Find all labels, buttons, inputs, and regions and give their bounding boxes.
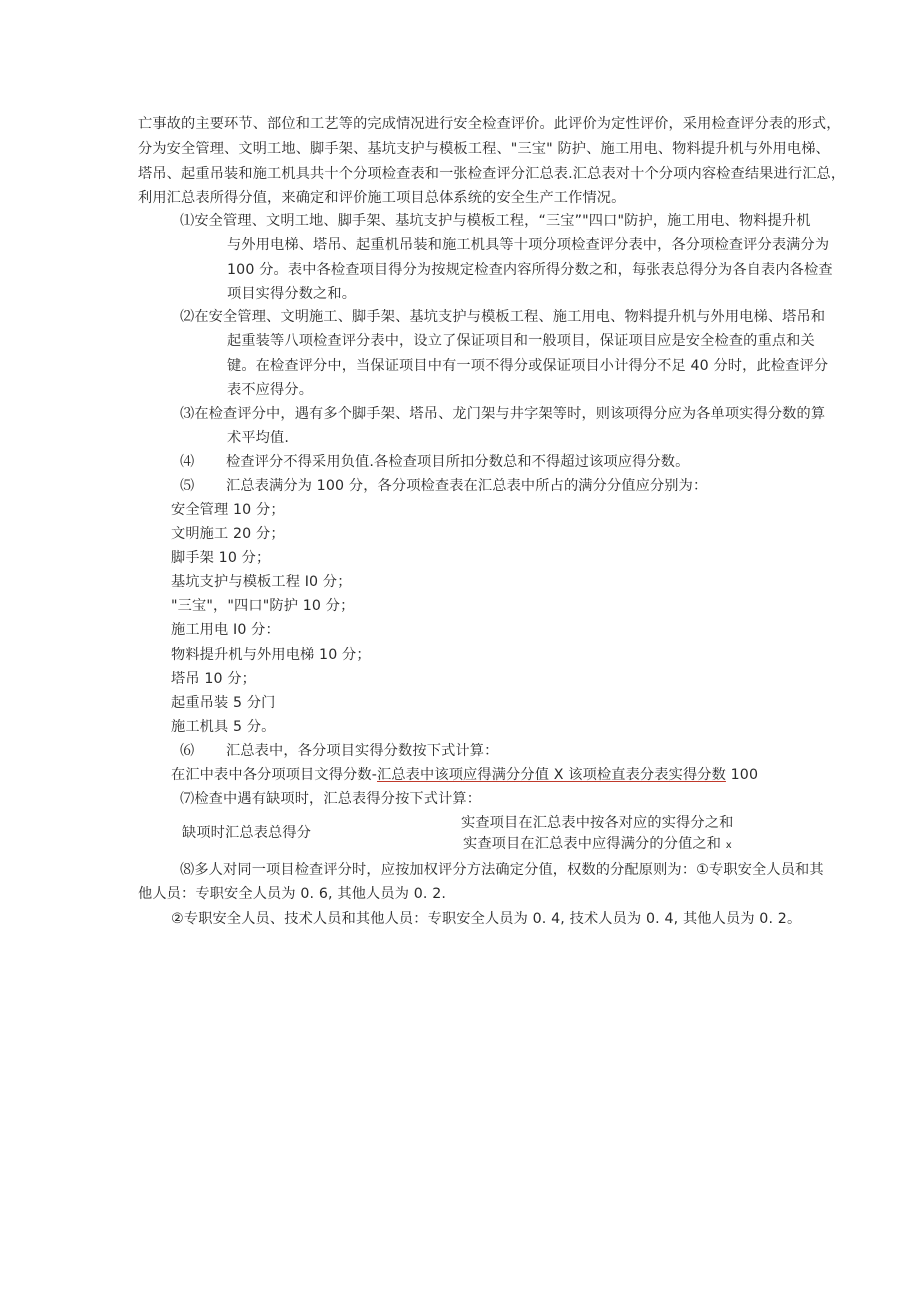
item-text: 与外用电梯、塔吊、起重机吊装和施工机具等十项分项检查评分表中，各分项检查评分表满分为	[227, 237, 830, 253]
item-text: 100 分。表中各检查项目得分为按规定检查内容所得分数之和，每张表总得分为各自表内各检查	[227, 262, 833, 278]
formula-denominator: 实查项目在汇总表中应得满分的分值之和	[463, 836, 722, 852]
item-number: ⑺	[180, 791, 195, 807]
formula-prefix: 在汇中表中各分项项目文得分数-	[171, 767, 377, 783]
intro-line: 利用汇总表所得分值，来确定和评价施工项目总体系统的安全生产工作情况。	[138, 190, 626, 206]
list-item-8	[180, 860, 824, 880]
formula-numerator: 实查项目在汇总表中按各对应的实得分之和	[461, 815, 734, 831]
score-entry: 塔吊 10 分；	[171, 671, 257, 687]
item-text: 表不应得分。	[227, 382, 314, 398]
score-entry: 物料提升机与外用电梯 10 分；	[171, 647, 371, 663]
list-item-2	[180, 307, 825, 327]
item-number: ⑸	[180, 478, 195, 494]
item-number: ⑴	[180, 213, 195, 229]
score-entry: 基坑支护与模板工程 I0 分；	[171, 574, 352, 590]
score-entry: 施工机具 5 分。	[171, 719, 276, 735]
intro-line: 分为安全管理、文明工地、脚手架、基坑支护与模板工程、"三宝" 防护、施工用电、物料提升机与外用电梯、	[138, 141, 830, 157]
item-number: ⑻	[180, 862, 195, 878]
list-item-6	[180, 741, 498, 761]
item-text: 他人员：专职安全人员为 0. 6, 其他人员为 0. 2.	[138, 886, 447, 902]
list-item-4	[180, 452, 689, 472]
item-text: 术平均值.	[227, 430, 290, 446]
score-entry: 脚手架 10 分；	[171, 550, 271, 566]
item-number: ⑵	[180, 309, 195, 325]
times-sign: x	[725, 840, 732, 851]
list-item-5	[180, 476, 707, 496]
formula-line	[171, 765, 758, 785]
list-item-3	[180, 404, 825, 424]
score-entry: "三宝"，"四口"防护 10 分；	[171, 598, 355, 614]
item-text: 在检查评分中，遇有多个脚手架、塔吊、龙门架与井字架等时，则该项得分应为各单项实得分数的算	[194, 406, 826, 422]
score-entry: 施工用电 I0 分：	[171, 622, 280, 638]
item-number: ⑶	[180, 406, 195, 422]
item-text: ②专职安全人员、技术人员和其他人员：专职安全人员为 0. 4, 技术人员为 0. 4, 其他人员为 0. 2。	[171, 911, 802, 927]
item-text: 检查评分不得采用负值.各检查项目所扣分数总和不得超过该项应得分数。	[226, 454, 690, 470]
item-text: 在安全管理、文明施工、脚手架、基坑支护与模板工程、施工用电、物料提升机与外用电梯、塔吊和	[194, 309, 826, 325]
intro-line: 塔吊、起重吊装和施工机具共十个分项检查表和一张检查评分汇总表.汇总表对十个分项内容检查结果进行汇总，	[138, 166, 846, 182]
item-text: 安全管理、文明工地、脚手架、基坑支护与模板工程，“三宝”"四口"防护，施工用电、物料提升机	[194, 213, 811, 229]
item-number: ⑷	[180, 454, 195, 470]
item-text: 检查中遇有缺项时，汇总表得分按下式计算：	[194, 791, 482, 807]
item-text: 多人对同一项目检查评分时，应按加权评分方法确定分值，权数的分配原则为：①专职安全人员和其	[194, 862, 824, 878]
formula-suffix: 100	[725, 767, 759, 783]
list-item-7	[180, 789, 481, 809]
score-entry: 安全管理 10 分；	[171, 502, 285, 518]
item-number: ⑹	[180, 743, 195, 759]
list-item-1	[180, 211, 811, 231]
formula-underlined: 汇总表中该项应得满分分值 X 该项检直表分表实得分数	[377, 767, 726, 783]
formula-lhs: 缺项时汇总表总得分	[182, 825, 312, 841]
intro-line: 亡事故的主要环节、部位和工艺等的完成情况进行安全检查评价。此评价为定性评价，采用检查评分表的形式，	[138, 116, 841, 132]
formula-denominator-line	[463, 834, 732, 856]
item-text: 汇总表满分为 100 分，各分项检查表在汇总表中所占的满分分值应分别为：	[226, 478, 708, 494]
item-text: 项目实得分数之和。	[227, 286, 357, 302]
item-text: 起重装等八项检查评分表中，设立了保证项目和一般项目，保证项目应是安全检查的重点和关	[227, 333, 815, 349]
score-entry: 文明施工 20 分；	[171, 526, 285, 542]
score-entry: 起重吊装 5 分门	[171, 695, 276, 711]
item-text: 汇总表中，各分项目实得分数按下式计算：	[226, 743, 499, 759]
item-text: 键。在检查评分中，当保证项目中有一项不得分或保证项目小计得分不足 40 分时，此检查评分	[227, 358, 829, 374]
